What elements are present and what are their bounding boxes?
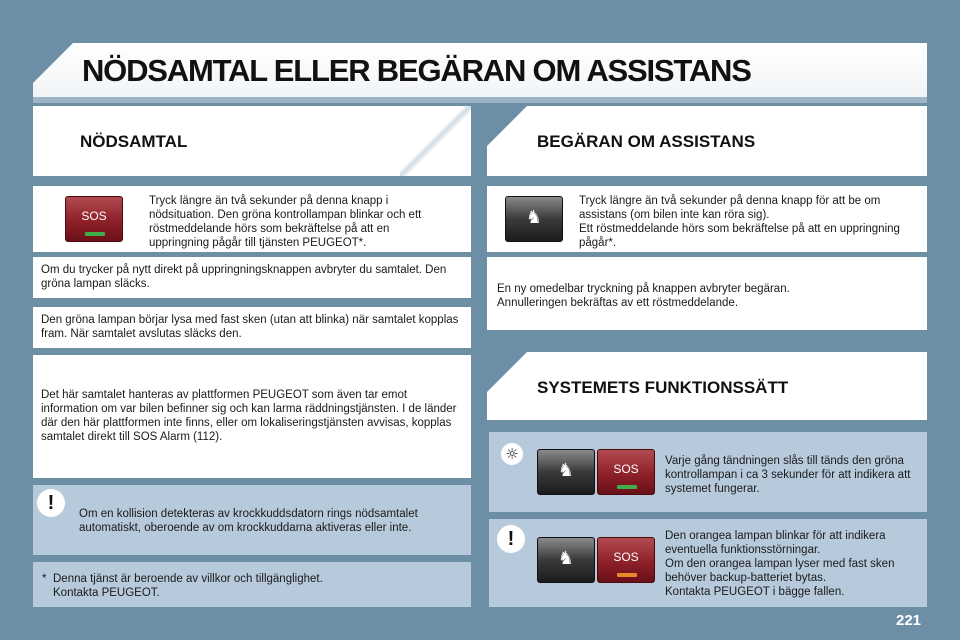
collision-text: Om en kollision detekteras av krockkuddsdatorn rings nödsamtalet automatiskt, oberoende av om krockkuddarna aktiveras eller inte. [79,508,418,535]
right-section-title: BEGÄRAN OM ASSISTANS [537,132,756,151]
left-box-connected [33,307,471,348]
malfunction-line-1: Den orangea lampan blinkar för att indikera eventuella funktionsstörningar. [665,530,886,557]
platform-text: Det här samtalet hanteras av plattformen PEUGEOT som även tar emot information om var bilen befinner sig och kan larma räddningstjänsten. I de länder där den här plattformen inte finns, eller om lokaliseringstjänsten avvisas, kopplas samtalet direkt till SOS Alarm (112). [41,389,457,444]
sun-icon: ☼ [501,443,523,465]
right-box-cancel [487,257,927,330]
system-section-title: SYSTEMETS FUNKTIONSSÄTT [537,378,789,397]
peugeot-lion-icon: ♞ [557,460,575,481]
footnote-line-1: Denna tjänst är beroende av villkor och tillgänglighet. [53,573,323,585]
assist-cancel-line-2: Annulleringen bekräftas av ett röstmeddelande. [497,297,739,309]
green-led-icon [85,232,105,236]
orange-led-icon [617,573,637,577]
left-box-sos-instructions [33,186,471,252]
assistance-button-malfunction [537,537,595,583]
sos-instructions-text: Tryck längre än två sekunder på denna knapp i nödsituation. Den gröna kontrollampan blinkar och ett röstmeddelande hörs som bekräftelse på att en uppringning pågår till tjänsten PEUGEOT*. [149,195,422,250]
right-box-assist-instructions [487,186,927,252]
left-section-header-stripe [400,106,471,176]
right-box-malfunction [489,519,927,607]
peugeot-lion-icon: ♞ [557,548,575,569]
page-number: 221 [896,612,922,629]
footnote-marker: * [42,573,47,585]
ignition-text: Varje gång tändningen slås till tänds den gröna kontrollampan i ca 3 sekunder för att indikera att systemet fungerar. [665,455,911,496]
title-banner-strip [33,97,927,103]
green-led-icon [617,485,637,489]
assist-line-1: Tryck längre än två sekunder på denna knapp för att be om assistans (om bilen inte kan röra sig). [579,195,881,222]
warning-icon: ! [497,525,525,553]
connected-text: Den gröna lampan börjar lysa med fast sken (utan att blinka) när samtalet kopplas fram. När samtalet avslutas släcks den. [41,314,459,341]
assistance-button-ignition [537,449,595,495]
sos-button-label: SOS [81,209,107,223]
malfunction-line-3: Kontakta PEUGEOT i bägge fallen. [665,586,845,598]
assist-line-2: Ett röstmeddelande hörs som bekräftelse på att en uppringning pågår*. [579,223,900,250]
assistance-button [505,196,563,242]
sos-button-ignition [597,449,655,495]
footnote-line-2: Kontakta PEUGEOT. [53,587,160,599]
sos-button-label: SOS [613,462,639,476]
right-box-ignition [489,432,927,512]
left-box-platform [33,355,471,478]
left-box-cancel [33,257,471,298]
malfunction-line-2: Om den orangea lampan lyser med fast sken behöver backup-batteriet bytas. [665,558,895,585]
left-section-title: NÖDSAMTAL [80,132,188,151]
sos-button [65,196,123,242]
left-box-collision [33,485,471,555]
left-box-footnote [33,562,471,607]
cancel-text: Om du trycker på nytt direkt på uppringningsknappen avbryter du samtalet. Den gröna lampan släcks. [41,264,447,291]
page-title: NÖDSAMTAL ELLER BEGÄRAN OM ASSISTANS [82,53,751,88]
sos-button-label: SOS [613,550,639,564]
warning-icon: ! [37,489,65,517]
assist-cancel-line-1: En ny omedelbar tryckning på knappen avbryter begäran. [497,283,790,295]
sos-button-malfunction [597,537,655,583]
peugeot-lion-icon: ♞ [525,207,543,228]
